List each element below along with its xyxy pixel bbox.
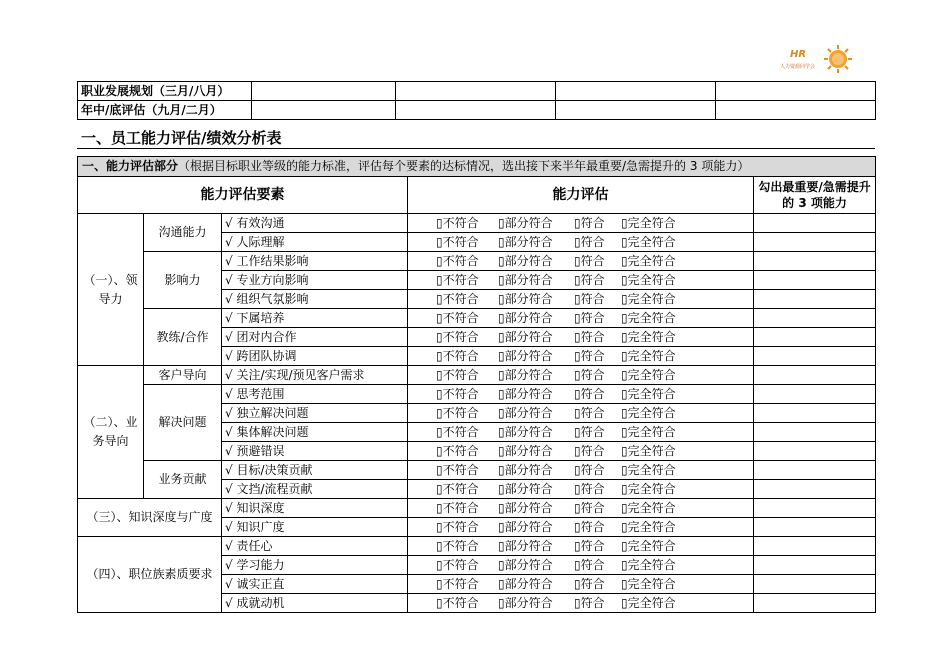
subcategory-cell: 影响力: [144, 252, 222, 309]
rating-options-cell: [408, 499, 754, 518]
category-cell: （三）、知识深度与广度: [78, 499, 222, 537]
table-row: [78, 101, 876, 120]
rating-options-cell: [408, 233, 754, 252]
rating-option-checkbox[interactable]: ▯不符合: [436, 481, 479, 496]
rating-options-cell: [408, 423, 754, 442]
rating-options-cell: [408, 461, 754, 480]
rating-option-checkbox[interactable]: ▯符合: [574, 443, 605, 458]
rating-option-checkbox[interactable]: ▯符合: [574, 557, 605, 572]
rating-option-checkbox[interactable]: ▯完全符合: [621, 538, 676, 553]
rating-option-checkbox[interactable]: ▯符合: [574, 215, 605, 230]
rating-option-checkbox[interactable]: ▯不符合: [436, 595, 479, 610]
rating-option-checkbox[interactable]: ▯部分符合: [498, 348, 553, 363]
rating-option-checkbox[interactable]: ▯不符合: [436, 215, 479, 230]
rating-option-checkbox[interactable]: ▯不符合: [436, 386, 479, 401]
priority-pick-cell[interactable]: [754, 594, 876, 613]
rating-option-checkbox[interactable]: ▯不符合: [436, 234, 479, 249]
rating-option-checkbox[interactable]: ▯符合: [574, 367, 605, 382]
rating-option-checkbox[interactable]: ▯部分符合: [498, 253, 553, 268]
rating-option-checkbox[interactable]: ▯符合: [574, 291, 605, 306]
rating-option-checkbox[interactable]: ▯部分符合: [498, 538, 553, 553]
rating-options-cell: [408, 575, 754, 594]
priority-pick-cell[interactable]: [754, 366, 876, 385]
ability-section-band: [78, 157, 876, 177]
rating-option-checkbox[interactable]: ▯部分符合: [498, 519, 553, 534]
priority-pick-cell[interactable]: [754, 404, 876, 423]
schedule-cell[interactable]: [716, 82, 876, 101]
rating-option-checkbox[interactable]: ▯完全符合: [621, 576, 676, 591]
section-divider: [77, 148, 875, 149]
rating-option-checkbox[interactable]: ▯完全符合: [621, 519, 676, 534]
sun-logo-icon: [823, 44, 853, 74]
rating-option-checkbox[interactable]: ▯符合: [574, 462, 605, 477]
schedule-cell[interactable]: [252, 101, 396, 120]
schedule-label: 年中/底评估（九月/二月）: [78, 101, 252, 120]
schedule-cell[interactable]: [716, 101, 876, 120]
table-row: [78, 385, 876, 404]
rating-option-checkbox[interactable]: ▯符合: [574, 595, 605, 610]
rating-option-checkbox[interactable]: ▯不符合: [436, 367, 479, 382]
priority-pick-cell[interactable]: [754, 233, 876, 252]
logo-subtext: 人力资源同学会: [780, 64, 816, 70]
rating-option-checkbox[interactable]: ▯完全符合: [621, 424, 676, 439]
rating-option-checkbox[interactable]: ▯完全符合: [621, 272, 676, 287]
priority-pick-cell[interactable]: [754, 423, 876, 442]
rating-options-cell: [408, 385, 754, 404]
header-row: [78, 177, 876, 214]
element-cell: √ 关注/实现/预见客户需求: [222, 366, 408, 385]
priority-pick-cell[interactable]: [754, 442, 876, 461]
rating-option-checkbox[interactable]: ▯部分符合: [498, 310, 553, 325]
element-cell: √ 工作结果影响: [222, 252, 408, 271]
rating-option-checkbox[interactable]: ▯完全符合: [621, 595, 676, 610]
table-row: [78, 82, 876, 101]
element-cell: √ 组织气氛影响: [222, 290, 408, 309]
element-cell: √ 有效沟通: [222, 214, 408, 233]
rating-option-checkbox[interactable]: ▯完全符合: [621, 481, 676, 496]
priority-pick-cell[interactable]: [754, 461, 876, 480]
priority-pick-cell[interactable]: [754, 328, 876, 347]
element-cell: √ 学习能力: [222, 556, 408, 575]
rating-option-checkbox[interactable]: ▯不符合: [436, 253, 479, 268]
rating-option-checkbox[interactable]: ▯部分符合: [498, 329, 553, 344]
rating-options-cell: [408, 252, 754, 271]
element-cell: √ 独立解决问题: [222, 404, 408, 423]
pick-header: 勾出最重要/急需提升的 3 项能力: [754, 177, 876, 214]
element-cell: √ 预避错误: [222, 442, 408, 461]
rating-option-checkbox[interactable]: ▯完全符合: [621, 253, 676, 268]
rating-options-cell: [408, 347, 754, 366]
rating-option-checkbox[interactable]: ▯符合: [574, 310, 605, 325]
rating-option-checkbox[interactable]: ▯不符合: [436, 272, 479, 287]
priority-pick-cell[interactable]: [754, 309, 876, 328]
rating-option-checkbox[interactable]: ▯完全符合: [621, 310, 676, 325]
rating-option-checkbox[interactable]: ▯完全符合: [621, 462, 676, 477]
element-cell: √ 责任心: [222, 537, 408, 556]
category-cell: （四）、职位族素质要求: [78, 537, 222, 613]
table-row: [78, 366, 876, 385]
category-cell: （一）、领导力: [78, 214, 144, 366]
band-note: （根据目标职业等级的能力标准，评估每个要素的达标情况，选出接下来半年最重要/急需提升的 3 项能力）: [178, 159, 750, 173]
element-cell: √ 跨团队协调: [222, 347, 408, 366]
rating-option-checkbox[interactable]: ▯完全符合: [621, 234, 676, 249]
element-cell: √ 诚实正直: [222, 575, 408, 594]
rating-option-checkbox[interactable]: ▯符合: [574, 405, 605, 420]
elements-header: 能力评估要素: [78, 177, 408, 214]
rating-option-checkbox[interactable]: ▯不符合: [436, 443, 479, 458]
rating-option-checkbox[interactable]: ▯完全符合: [621, 386, 676, 401]
rating-options-cell: [408, 518, 754, 537]
rating-option-checkbox[interactable]: ▯不符合: [436, 462, 479, 477]
rating-option-checkbox[interactable]: ▯完全符合: [621, 291, 676, 306]
table-row: [78, 252, 876, 271]
priority-pick-cell[interactable]: [754, 290, 876, 309]
table-row: [78, 461, 876, 480]
schedule-cell[interactable]: [252, 82, 396, 101]
rating-option-checkbox[interactable]: ▯部分符合: [498, 367, 553, 382]
rating-option-checkbox[interactable]: ▯不符合: [436, 291, 479, 306]
rating-option-checkbox[interactable]: ▯不符合: [436, 538, 479, 553]
rating-option-checkbox[interactable]: ▯符合: [574, 576, 605, 591]
priority-pick-cell[interactable]: [754, 252, 876, 271]
section-title: 一、员工能力评估/绩效分析表: [81, 129, 282, 147]
rating-options-cell: [408, 290, 754, 309]
rating-options-cell: [408, 309, 754, 328]
rating-option-checkbox[interactable]: ▯不符合: [436, 576, 479, 591]
element-cell: √ 目标/决策贡献: [222, 461, 408, 480]
table-row: [78, 214, 876, 233]
rating-option-checkbox[interactable]: ▯部分符合: [498, 405, 553, 420]
element-cell: √ 集体解决问题: [222, 423, 408, 442]
rating-option-checkbox[interactable]: ▯部分符合: [498, 500, 553, 515]
rating-option-checkbox[interactable]: ▯部分符合: [498, 272, 553, 287]
rating-option-checkbox[interactable]: ▯符合: [574, 329, 605, 344]
priority-pick-cell[interactable]: [754, 480, 876, 499]
priority-pick-cell[interactable]: [754, 556, 876, 575]
band-title: 一、能力评估部分: [82, 159, 179, 173]
band-row: [78, 157, 876, 177]
element-cell: √ 知识深度: [222, 499, 408, 518]
rating-option-checkbox[interactable]: ▯符合: [574, 348, 605, 363]
rating-option-checkbox[interactable]: ▯符合: [574, 500, 605, 515]
priority-pick-cell[interactable]: [754, 214, 876, 233]
element-cell: √ 专业方向影响: [222, 271, 408, 290]
rating-option-checkbox[interactable]: ▯完全符合: [621, 500, 676, 515]
ability-assessment-table: [77, 156, 876, 613]
rating-option-checkbox[interactable]: ▯完全符合: [621, 557, 676, 572]
element-cell: √ 人际理解: [222, 233, 408, 252]
subcategory-cell: 客户导向: [144, 366, 222, 385]
rating-option-checkbox[interactable]: ▯部分符合: [498, 424, 553, 439]
rating-option-checkbox[interactable]: ▯符合: [574, 424, 605, 439]
schedule-cell[interactable]: [556, 82, 716, 101]
table-row: [78, 309, 876, 328]
rating-option-checkbox[interactable]: ▯部分符合: [498, 443, 553, 458]
rating-option-checkbox[interactable]: ▯完全符合: [621, 367, 676, 382]
element-cell: √ 知识广度: [222, 518, 408, 537]
rating-option-checkbox[interactable]: ▯不符合: [436, 557, 479, 572]
rating-option-checkbox[interactable]: ▯不符合: [436, 329, 479, 344]
subcategory-cell: 教练/合作: [144, 309, 222, 366]
rating-options-cell: [408, 271, 754, 290]
priority-pick-cell[interactable]: [754, 575, 876, 594]
rating-options-cell: [408, 404, 754, 423]
schedule-cell[interactable]: [396, 82, 556, 101]
priority-pick-cell[interactable]: [754, 518, 876, 537]
subcategory-cell: 业务贡献: [144, 461, 222, 499]
rating-option-checkbox[interactable]: ▯符合: [574, 538, 605, 553]
rating-option-checkbox[interactable]: ▯部分符合: [498, 215, 553, 230]
rating-option-checkbox[interactable]: ▯部分符合: [498, 576, 553, 591]
rating-options-cell: [408, 442, 754, 461]
rating-options-cell: [408, 537, 754, 556]
rating-option-checkbox[interactable]: ▯不符合: [436, 310, 479, 325]
rating-option-checkbox[interactable]: ▯符合: [574, 272, 605, 287]
assessment-header: 能力评估: [408, 177, 754, 214]
rating-options-cell: [408, 556, 754, 575]
priority-pick-cell[interactable]: [754, 385, 876, 404]
rating-option-checkbox[interactable]: ▯不符合: [436, 348, 479, 363]
review-schedule-table: [77, 81, 876, 120]
rating-option-checkbox[interactable]: ▯完全符合: [621, 348, 676, 363]
schedule-cell[interactable]: [556, 101, 716, 120]
rating-option-checkbox[interactable]: ▯部分符合: [498, 386, 553, 401]
priority-pick-cell[interactable]: [754, 271, 876, 290]
rating-option-checkbox[interactable]: ▯完全符合: [621, 215, 676, 230]
rating-option-checkbox[interactable]: ▯完全符合: [621, 329, 676, 344]
rating-option-checkbox[interactable]: ▯不符合: [436, 519, 479, 534]
rating-options-cell: [408, 366, 754, 385]
schedule-label: 职业发展规划（三月/八月）: [78, 82, 252, 101]
rating-option-checkbox[interactable]: ▯符合: [574, 519, 605, 534]
rating-option-checkbox[interactable]: ▯符合: [574, 253, 605, 268]
rating-option-checkbox[interactable]: ▯部分符合: [498, 291, 553, 306]
rating-option-checkbox[interactable]: ▯部分符合: [498, 234, 553, 249]
element-cell: √ 思考范围: [222, 385, 408, 404]
rating-option-checkbox[interactable]: ▯符合: [574, 234, 605, 249]
rating-option-checkbox[interactable]: ▯完全符合: [621, 405, 676, 420]
priority-pick-cell[interactable]: [754, 537, 876, 556]
rating-option-checkbox[interactable]: ▯部分符合: [498, 481, 553, 496]
logo-text: HR: [790, 49, 807, 60]
rating-option-checkbox[interactable]: ▯部分符合: [498, 462, 553, 477]
category-cell: （二）、业务导向: [78, 366, 144, 499]
rating-option-checkbox[interactable]: ▯部分符合: [498, 557, 553, 572]
table-row: [78, 537, 876, 556]
rating-option-checkbox[interactable]: ▯完全符合: [621, 443, 676, 458]
rating-option-checkbox[interactable]: ▯符合: [574, 481, 605, 496]
rating-options-cell: [408, 480, 754, 499]
rating-option-checkbox[interactable]: ▯符合: [574, 386, 605, 401]
priority-pick-cell[interactable]: [754, 499, 876, 518]
priority-pick-cell[interactable]: [754, 347, 876, 366]
rating-option-checkbox[interactable]: ▯不符合: [436, 405, 479, 420]
rating-option-checkbox[interactable]: ▯不符合: [436, 424, 479, 439]
schedule-cell[interactable]: [396, 101, 556, 120]
rating-option-checkbox[interactable]: ▯不符合: [436, 500, 479, 515]
element-cell: √ 团对内合作: [222, 328, 408, 347]
rating-options-cell: [408, 328, 754, 347]
subcategory-cell: 沟通能力: [144, 214, 222, 252]
element-cell: √ 成就动机: [222, 594, 408, 613]
element-cell: √ 下属培养: [222, 309, 408, 328]
rating-option-checkbox[interactable]: ▯部分符合: [498, 595, 553, 610]
subcategory-cell: 解决问题: [144, 385, 222, 461]
element-cell: √ 文挡/流程贡献: [222, 480, 408, 499]
table-row: [78, 499, 876, 518]
logo: [770, 44, 860, 80]
rating-options-cell: [408, 594, 754, 613]
rating-options-cell: [408, 214, 754, 233]
